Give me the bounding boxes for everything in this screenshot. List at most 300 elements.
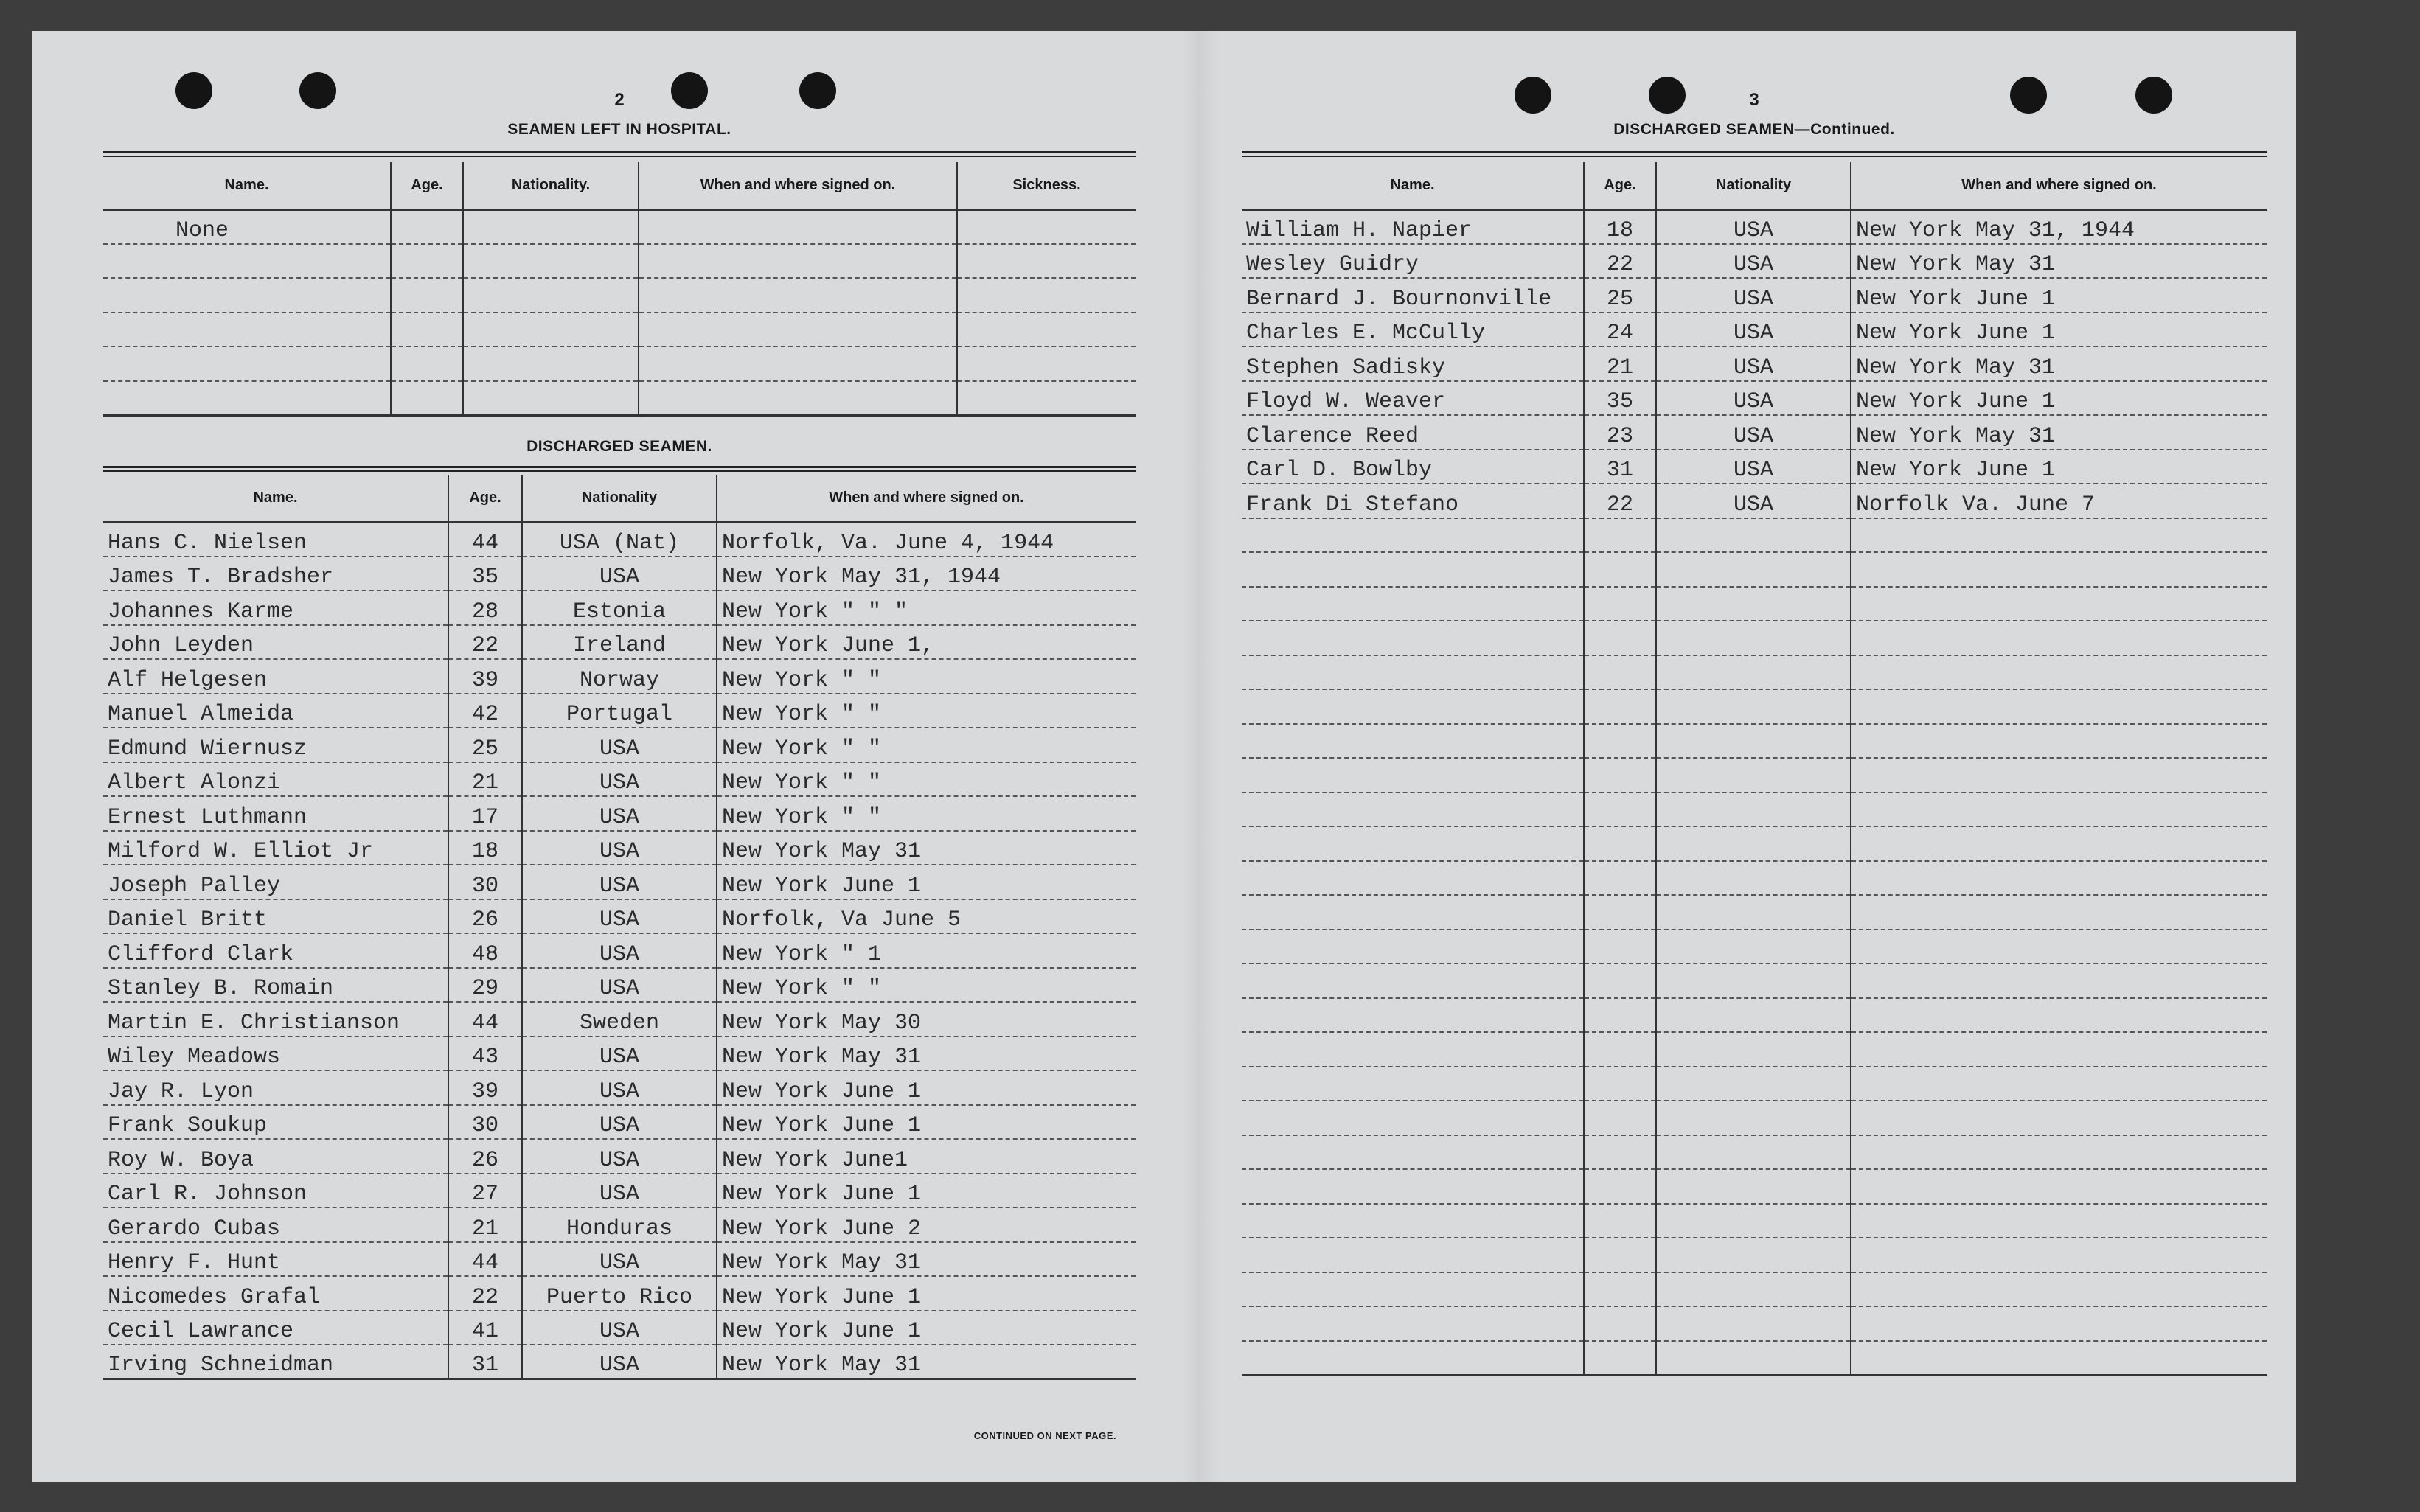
signed-on-cell: New York June 1 [717,1276,1136,1311]
discharged-continued-table [1242,162,2267,1376]
age-cell: 35 [1584,381,1656,416]
age-cell [1584,826,1656,861]
table-row [1242,381,2267,416]
column-header: When and where signed on. [1851,162,2267,209]
nationality-cell: USA [522,933,717,968]
table-row [1242,518,2267,553]
table-row [1242,415,2267,450]
name-cell [1242,1272,1584,1307]
nationality-cell [1656,1135,1851,1170]
nationality-cell [1656,1101,1851,1135]
name-cell [1242,552,1584,587]
signed-on-cell [1851,861,2267,896]
signed-on-cell [1851,1341,2267,1376]
table-row [1242,826,2267,861]
age-cell [1584,964,1656,998]
nationality-cell [1656,1032,1851,1067]
nationality-cell: Sweden [522,1002,717,1037]
name-cell [1242,587,1584,621]
signed-on-cell [1851,552,2267,587]
table-row [103,1139,1136,1174]
signed-on-cell [1851,1306,2267,1341]
nationality-cell: USA [522,1174,717,1208]
discharged-continued-title: DISCHARGED SEAMEN—Continued. [1613,121,1895,138]
age-cell: 44 [448,522,522,557]
signed-on-cell [1851,895,2267,930]
signed-on-cell: New York June 2 [717,1208,1136,1242]
age-cell: 30 [448,1105,522,1140]
age-cell [1584,1101,1656,1135]
signed-on-cell [639,381,957,416]
nationality-cell [1656,655,1851,690]
age-cell: 22 [1584,484,1656,518]
name-cell: Nicomedes Grafal [103,1276,448,1311]
nationality-cell: USA [522,968,717,1003]
nationality-cell [463,381,639,416]
signed-on-cell [1851,1169,2267,1204]
nationality-cell [1656,1067,1851,1101]
name-cell [1242,1238,1584,1272]
table-row [1242,1135,2267,1170]
age-cell: 48 [448,933,522,968]
signed-on-cell [1851,1032,2267,1067]
age-cell: 29 [448,968,522,1003]
name-cell [1242,1067,1584,1101]
nationality-cell: USA [522,1037,717,1071]
table-row [1242,792,2267,827]
age-cell: 44 [448,1242,522,1277]
signed-on-cell: New York " " [717,762,1136,797]
signed-on-cell: Norfolk, Va. June 4, 1944 [717,522,1136,557]
column-header: When and where signed on. [639,162,957,209]
signed-on-cell [1851,1272,2267,1307]
signed-on-cell [1851,655,2267,690]
table-row [103,1105,1136,1140]
name-cell: Albert Alonzi [103,762,448,797]
nationality-cell: USA [1656,381,1851,416]
signed-on-cell: New York May 31, 1944 [1851,209,2267,244]
nationality-cell [1656,1272,1851,1307]
sickness-cell [957,209,1136,244]
table-row [103,313,1136,347]
table-row [103,1174,1136,1208]
age-cell [1584,621,1656,655]
signed-on-cell: New York " " [717,728,1136,762]
age-cell [391,381,463,416]
nationality-cell: Portugal [522,694,717,728]
column-header: Nationality [1656,162,1851,209]
column-header: Nationality [522,475,717,522]
name-cell: Gerardo Cubas [103,1208,448,1242]
signed-on-cell: New York " " [717,968,1136,1003]
age-cell [1584,895,1656,930]
age-cell [1584,1272,1656,1307]
column-header: Nationality. [463,162,639,209]
table-row [103,762,1136,797]
name-cell: Johannes Karme [103,590,448,625]
nationality-cell: USA [1656,244,1851,279]
table-row [103,1311,1136,1345]
nationality-cell: Puerto Rico [522,1276,717,1311]
table-row [1242,1306,2267,1341]
hospital-table [103,162,1136,417]
nationality-cell [1656,587,1851,621]
age-cell [391,244,463,279]
name-cell [1242,1341,1584,1376]
name-cell: Stanley B. Romain [103,968,448,1003]
name-cell: Cecil Lawrance [103,1311,448,1345]
table-row [1242,1204,2267,1238]
name-cell: Wesley Guidry [1242,244,1584,279]
age-cell: 39 [448,1070,522,1105]
signed-on-cell [639,313,957,347]
signed-on-cell [1851,998,2267,1033]
table-row [103,522,1136,557]
name-cell: Clifford Clark [103,933,448,968]
age-cell [391,313,463,347]
column-header: Name. [103,475,448,522]
signed-on-cell [1851,758,2267,792]
table-row [103,694,1136,728]
table-header-row [103,475,1136,522]
section-rule [1242,151,2267,157]
signed-on-cell: New York May 31, 1944 [717,557,1136,591]
continued-note: CONTINUED ON NEXT PAGE. [973,1430,1116,1441]
name-cell: Carl D. Bowlby [1242,450,1584,484]
signed-on-cell: New York " " " [717,590,1136,625]
nationality-cell [1656,1306,1851,1341]
nationality-cell [1656,552,1851,587]
nationality-cell [1656,792,1851,827]
table-row [1242,1341,2267,1376]
table-row [1242,450,2267,484]
age-cell [1584,1238,1656,1272]
age-cell [391,209,463,244]
age-cell [1584,1204,1656,1238]
age-cell [1584,518,1656,553]
signed-on-cell: New York June 1 [1851,278,2267,313]
age-cell: 39 [448,659,522,694]
signed-on-cell [1851,826,2267,861]
age-cell [1584,1306,1656,1341]
table-row [1242,1169,2267,1204]
table-row [103,209,1136,244]
age-cell: 21 [448,762,522,797]
section-rule [103,151,1136,157]
name-cell [1242,518,1584,553]
nationality-cell [463,313,639,347]
age-cell: 30 [448,865,522,899]
nationality-cell: USA [1656,450,1851,484]
table-row [103,1070,1136,1105]
nationality-cell [463,209,639,244]
age-cell: 22 [448,1276,522,1311]
table-row [1242,964,2267,998]
name-cell [1242,1135,1584,1170]
name-cell: Carl R. Johnson [103,1174,448,1208]
signed-on-cell [1851,587,2267,621]
name-cell [1242,758,1584,792]
nationality-cell: Norway [522,659,717,694]
nationality-cell: USA [522,1139,717,1174]
table-row [103,1037,1136,1071]
signed-on-cell [1851,1067,2267,1101]
nationality-cell [1656,689,1851,724]
name-cell: Joseph Palley [103,865,448,899]
signed-on-cell: New York June 1 [717,1105,1136,1140]
table-row [103,557,1136,591]
discharged-section-title: DISCHARGED SEAMEN. [526,438,712,455]
signed-on-cell: New York May 31 [1851,244,2267,279]
age-cell [1584,792,1656,827]
name-cell [1242,689,1584,724]
name-cell: Alf Helgesen [103,659,448,694]
column-header: Age. [1584,162,1656,209]
signed-on-cell: New York May 31 [717,1242,1136,1277]
signed-on-cell: New York May 31 [717,831,1136,865]
signed-on-cell [1851,518,2267,553]
age-cell [1584,1032,1656,1067]
sickness-cell [957,313,1136,347]
signed-on-cell: New York May 30 [717,1002,1136,1037]
age-cell: 26 [448,899,522,934]
name-cell [1242,930,1584,964]
age-cell [1584,1169,1656,1204]
table-row [1242,552,2267,587]
section-rule [103,466,1136,472]
table-row [103,1002,1136,1037]
nationality-cell: USA [1656,415,1851,450]
signed-on-cell: New York May 31 [1851,415,2267,450]
age-cell: 17 [448,796,522,831]
nationality-cell: USA [522,1070,717,1105]
sickness-cell [957,381,1136,416]
sickness-cell [957,244,1136,279]
name-cell [1242,724,1584,759]
table-row [1242,209,2267,244]
name-cell [103,346,391,381]
nationality-cell [1656,1341,1851,1376]
signed-on-cell: New York June 1 [1851,450,2267,484]
nationality-cell: USA [522,899,717,934]
name-cell [1242,1204,1584,1238]
name-cell: Irving Schneidman [103,1345,448,1379]
table-row [103,1208,1136,1242]
name-cell [1242,1101,1584,1135]
age-cell: 44 [448,1002,522,1037]
table-row [1242,1238,2267,1272]
table-header-row [103,162,1136,209]
table-row [1242,313,2267,347]
table-row [103,968,1136,1003]
name-cell [1242,826,1584,861]
column-header: Age. [448,475,522,522]
age-cell [1584,998,1656,1033]
nationality-cell: USA (Nat) [522,522,717,557]
nationality-cell: USA [1656,346,1851,381]
nationality-cell [1656,621,1851,655]
age-cell [1584,861,1656,896]
name-cell: James T. Bradsher [103,557,448,591]
nationality-cell [1656,1169,1851,1204]
table-row [103,899,1136,934]
name-cell: Clarence Reed [1242,415,1584,450]
signed-on-cell [1851,724,2267,759]
nationality-cell: USA [522,831,717,865]
name-cell [103,244,391,279]
name-cell: Frank Soukup [103,1105,448,1140]
signed-on-cell [1851,1238,2267,1272]
age-cell: 41 [448,1311,522,1345]
table-row [103,659,1136,694]
age-cell: 26 [448,1139,522,1174]
signed-on-cell: New York June 1 [717,1311,1136,1345]
age-cell [1584,724,1656,759]
nationality-cell [1656,998,1851,1033]
name-cell: Martin E. Christianson [103,1002,448,1037]
table-row [103,278,1136,313]
name-cell: Henry F. Hunt [103,1242,448,1277]
age-cell [391,278,463,313]
name-cell [1242,964,1584,998]
age-cell: 22 [448,625,522,660]
age-cell [1584,930,1656,964]
table-row [1242,689,2267,724]
signed-on-cell: Norfolk Va. June 7 [1851,484,2267,518]
table-row [103,346,1136,381]
name-cell: John Leyden [103,625,448,660]
name-cell [1242,621,1584,655]
table-row [103,590,1136,625]
name-cell [1242,861,1584,896]
age-cell [1584,689,1656,724]
name-cell [103,381,391,416]
name-cell [1242,998,1584,1033]
table-row [103,244,1136,279]
name-cell: Manuel Almeida [103,694,448,728]
center-fold [1183,31,1218,1482]
table-row [1242,998,2267,1033]
signed-on-cell [1851,930,2267,964]
nationality-cell [1656,895,1851,930]
table-row [103,831,1136,865]
age-cell: 25 [1584,278,1656,313]
name-cell: Daniel Britt [103,899,448,934]
table-row [1242,655,2267,690]
name-cell: William H. Napier [1242,209,1584,244]
nationality-cell: USA [522,728,717,762]
column-header: Name. [103,162,391,209]
signed-on-cell [1851,621,2267,655]
name-cell [1242,792,1584,827]
nationality-cell [1656,1204,1851,1238]
name-cell: Ernest Luthmann [103,796,448,831]
nationality-cell: USA [522,796,717,831]
nationality-cell: Estonia [522,590,717,625]
name-cell: Jay R. Lyon [103,1070,448,1105]
table-row [103,865,1136,899]
table-row [103,1345,1136,1379]
name-cell [1242,895,1584,930]
age-cell: 31 [448,1345,522,1379]
page-number: 2 [614,90,625,110]
table-row [103,796,1136,831]
signed-on-cell: New York May 31 [717,1345,1136,1379]
discharged-table [103,475,1136,1380]
signed-on-cell: New York June 1 [1851,381,2267,416]
signed-on-cell: New York June 1 [1851,313,2267,347]
column-header: When and where signed on. [717,475,1136,522]
signed-on-cell: New York June 1 [717,865,1136,899]
age-cell: 25 [448,728,522,762]
table-row [1242,724,2267,759]
age-cell: 21 [1584,346,1656,381]
nationality-cell: Ireland [522,625,717,660]
age-cell: 27 [448,1174,522,1208]
signed-on-cell [1851,1135,2267,1170]
signed-on-cell: New York " " [717,796,1136,831]
age-cell: 35 [448,557,522,591]
age-cell [1584,1341,1656,1376]
name-cell [1242,655,1584,690]
signed-on-cell [639,209,957,244]
nationality-cell [1656,930,1851,964]
table-row [1242,587,2267,621]
table-row [1242,484,2267,518]
nationality-cell: Honduras [522,1208,717,1242]
nationality-cell: USA [1656,209,1851,244]
table-row [103,933,1136,968]
name-cell: Charles E. McCully [1242,313,1584,347]
signed-on-cell: New York May 31 [717,1037,1136,1071]
age-cell: 18 [1584,209,1656,244]
sickness-cell [957,278,1136,313]
signed-on-cell: New York " 1 [717,933,1136,968]
table-row [1242,1101,2267,1135]
table-row [1242,1272,2267,1307]
nationality-cell [1656,861,1851,896]
signed-on-cell: New York June 1 [717,1174,1136,1208]
signed-on-cell [1851,689,2267,724]
age-cell [1584,1067,1656,1101]
signed-on-cell [639,278,957,313]
age-cell: 22 [1584,244,1656,279]
signed-on-cell [639,244,957,279]
nationality-cell: USA [522,1311,717,1345]
signed-on-cell [1851,792,2267,827]
age-cell [1584,655,1656,690]
signed-on-cell: New York " " [717,694,1136,728]
nationality-cell [1656,964,1851,998]
nationality-cell: USA [1656,484,1851,518]
sickness-cell [957,346,1136,381]
table-header-row [1242,162,2267,209]
age-cell [1584,758,1656,792]
name-cell: Floyd W. Weaver [1242,381,1584,416]
signed-on-cell: Norfolk, Va June 5 [717,899,1136,934]
nationality-cell: USA [522,1105,717,1140]
signed-on-cell: New York June 1, [717,625,1136,660]
name-cell [1242,1169,1584,1204]
table-row [1242,244,2267,279]
name-cell [1242,1306,1584,1341]
nationality-cell: USA [522,1345,717,1379]
signed-on-cell: New York " " [717,659,1136,694]
nationality-cell [1656,826,1851,861]
name-cell: Bernard J. Bournonville [1242,278,1584,313]
nationality-cell [1656,1238,1851,1272]
age-cell: 23 [1584,415,1656,450]
